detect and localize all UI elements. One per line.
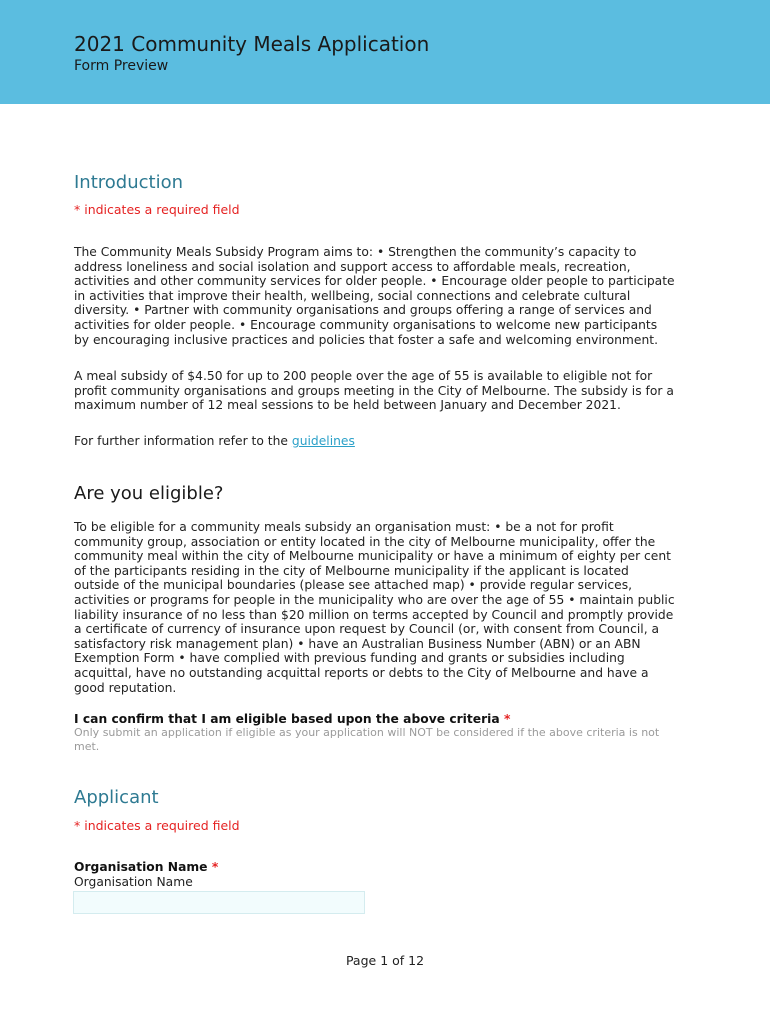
organisation-name-label — [74, 860, 218, 874]
applicant-heading: Applicant — [74, 787, 159, 808]
organisation-name-sublabel: Organisation Name — [74, 875, 193, 889]
form-subtitle: Form Preview — [74, 58, 169, 74]
applicant-required-note: * indicates a required field — [74, 818, 240, 833]
page-indicator: Page 1 of 12 — [345, 953, 425, 968]
organisation-name-input[interactable] — [73, 891, 365, 914]
eligibility-confirm-label[interactable] — [74, 712, 510, 726]
further-info-text: For further information refer to the — [74, 434, 292, 448]
eligibility-confirm-text: I can confirm that I am eligible based upon the above criteria — [74, 712, 500, 726]
eligibility-heading: Are you eligible? — [74, 483, 224, 504]
intro-paragraph-aims: The Community Meals Subsidy Program aims to: • Strengthen the community’s capacity to address loneliness and social isolation and support access to affordable meals, recreation, activities and other community services for older people. • Encourage older people to participate in activities that improve their health, wellbeing, social connections and celebrate cultural diversity. • Partner with community organisations and groups offering a range of services and activities for older people. • Encourage community organisations to welcome new participants by encouraging inclusive practices and policies that foster a safe and welcoming environment. — [74, 245, 675, 347]
required-star: * — [503, 712, 511, 726]
further-info-line — [74, 434, 676, 449]
organisation-name-label-text: Organisation Name — [74, 860, 208, 874]
form-title: 2021 Community Meals Application — [74, 32, 430, 56]
intro-paragraph-subsidy: A meal subsidy of $4.50 for up to 200 people over the age of 55 is available to eligible not for profit community organisations and groups meeting in the City of Melbourne. The subsidy is for a maximum number of 12 meal sessions to be held between January and December 2021. — [74, 369, 674, 413]
required-star: * — [211, 860, 219, 874]
required-field-note: * indicates a required field — [74, 202, 240, 217]
page-header — [0, 0, 770, 104]
eligibility-paragraph: To be eligible for a community meals subsidy an organisation must: • be a not for profit community group, association or entity located in the city of Melbourne municipality, offer the community meal within the city of Melbourne municipality or have a minimum of eighty per cent of the participants residing in the city of Melbourne municipality if the applicant is located outside of the municipal boundaries (please see attached map) • provide regular services, activities or programs for people in the municipality who are over the age of 55 • maintain public liability insurance of no less than $20 million on terms accepted by Council and promptly provide a certificate of currency of insurance upon request by Council (or, with consent from Council, a satisfactory risk management plan) • have an Australian Business Number (ABN) or an ABN Exemption Form • have complied with previous funding and grants or subsidies including acquittal, have no outstanding acquittal reports or debts to the City of Melbourne and have a good reputation. — [74, 520, 675, 695]
introduction-heading: Introduction — [74, 172, 184, 193]
guidelines-link[interactable]: guidelines — [291, 434, 355, 448]
eligibility-confirm-hint: Only submit an application if eligible as your application will NOT be considered if the above criteria is not met. — [74, 726, 660, 753]
